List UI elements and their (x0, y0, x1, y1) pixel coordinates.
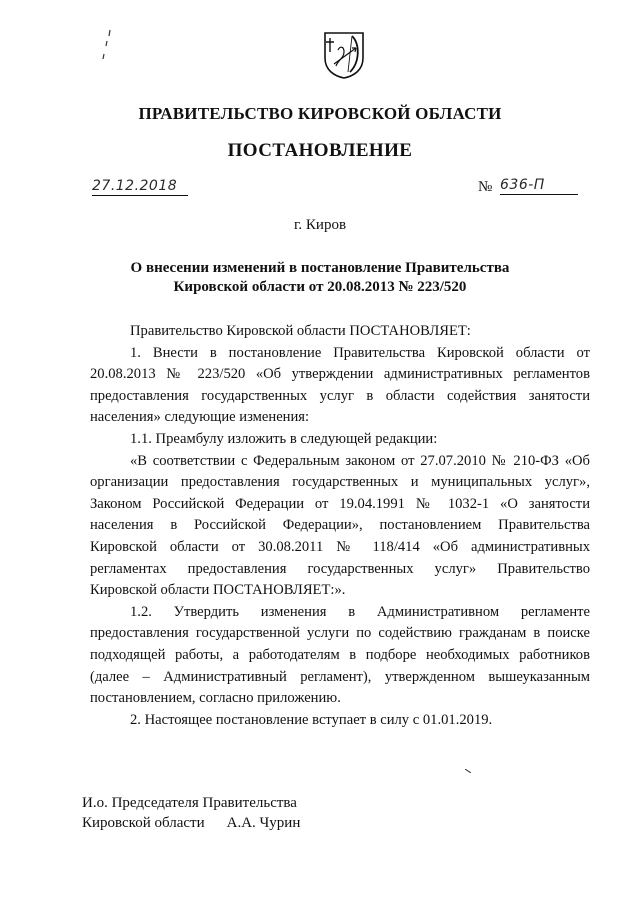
subject-line-2: Кировской области от 20.08.2013 № 223/520 (173, 279, 467, 295)
signatory-region: Кировской области (82, 815, 205, 831)
signatory-position-line-1: И.о. Председателя Правительства (82, 795, 297, 811)
document-type-title: ПОСТАНОВЛЕНИЕ (227, 140, 413, 161)
document-date: 27.12.2018 (92, 178, 188, 196)
paragraph-item-1-1: 1.1. Преамбулу изложить в следующей редакции: (130, 430, 438, 447)
subject-line-1: О внесении изменений в постановление Правительства (130, 260, 510, 276)
paragraph-item-1: 1. Внести в постановление Правительства Кировской области от 20.08.2013 № 223/520 «Об утверждении административных регламентов предоставления государственных услуг в области содействия занятости населения» следующие изменения: (90, 344, 590, 426)
paragraph-quote: «В соответствии с Федеральным законом от 27.07.2010 № 210-ФЗ «Об организации предоставления государственных и муниципальных услуг», Законом Российской Федерации от 19.04.1991 № 1032-1 «О занятости населения в Российской Федерации», постановлением Правительства Кировской области от 30.08.2011 № 118/414 «Об административных регламентах предоставления государственных услуг» Правительство Кировской области ПОСТАНОВЛЯЕТ:». (90, 452, 590, 599)
signature-block (82, 793, 382, 833)
paragraph-item-1-2: 1.2. Утвердить изменения в Административном регламенте предоставления государственной услуги по содействию гражданам в поиске подходящей работы, а работодателям в подборе необходимых работников (далее – Административный регламент), утвержденном вышеуказанным постановлением, согласно приложению. (90, 603, 590, 707)
government-title: ПРАВИТЕЛЬСТВО КИРОВСКОЙ ОБЛАСТИ (138, 104, 502, 123)
kirov-coat-of-arms-icon (322, 30, 366, 80)
signatory-position-line-2 (82, 813, 382, 833)
pen-marks-icon (100, 28, 116, 64)
city-label: г. Киров (293, 217, 347, 233)
pen-tick-icon (465, 769, 471, 773)
document-number (478, 176, 588, 198)
number-value: 636-П (500, 177, 578, 195)
signatory-name: А.А. Чурин (226, 815, 301, 831)
document-body (90, 321, 590, 731)
number-sign: № (478, 179, 493, 195)
document-subject (100, 259, 540, 297)
paragraph-item-2: 2. Настоящее постановление вступает в силу с 01.01.2019. (130, 711, 493, 728)
paragraph-preamble: Правительство Кировской области ПОСТАНОВЛЯЕТ: (130, 323, 471, 339)
